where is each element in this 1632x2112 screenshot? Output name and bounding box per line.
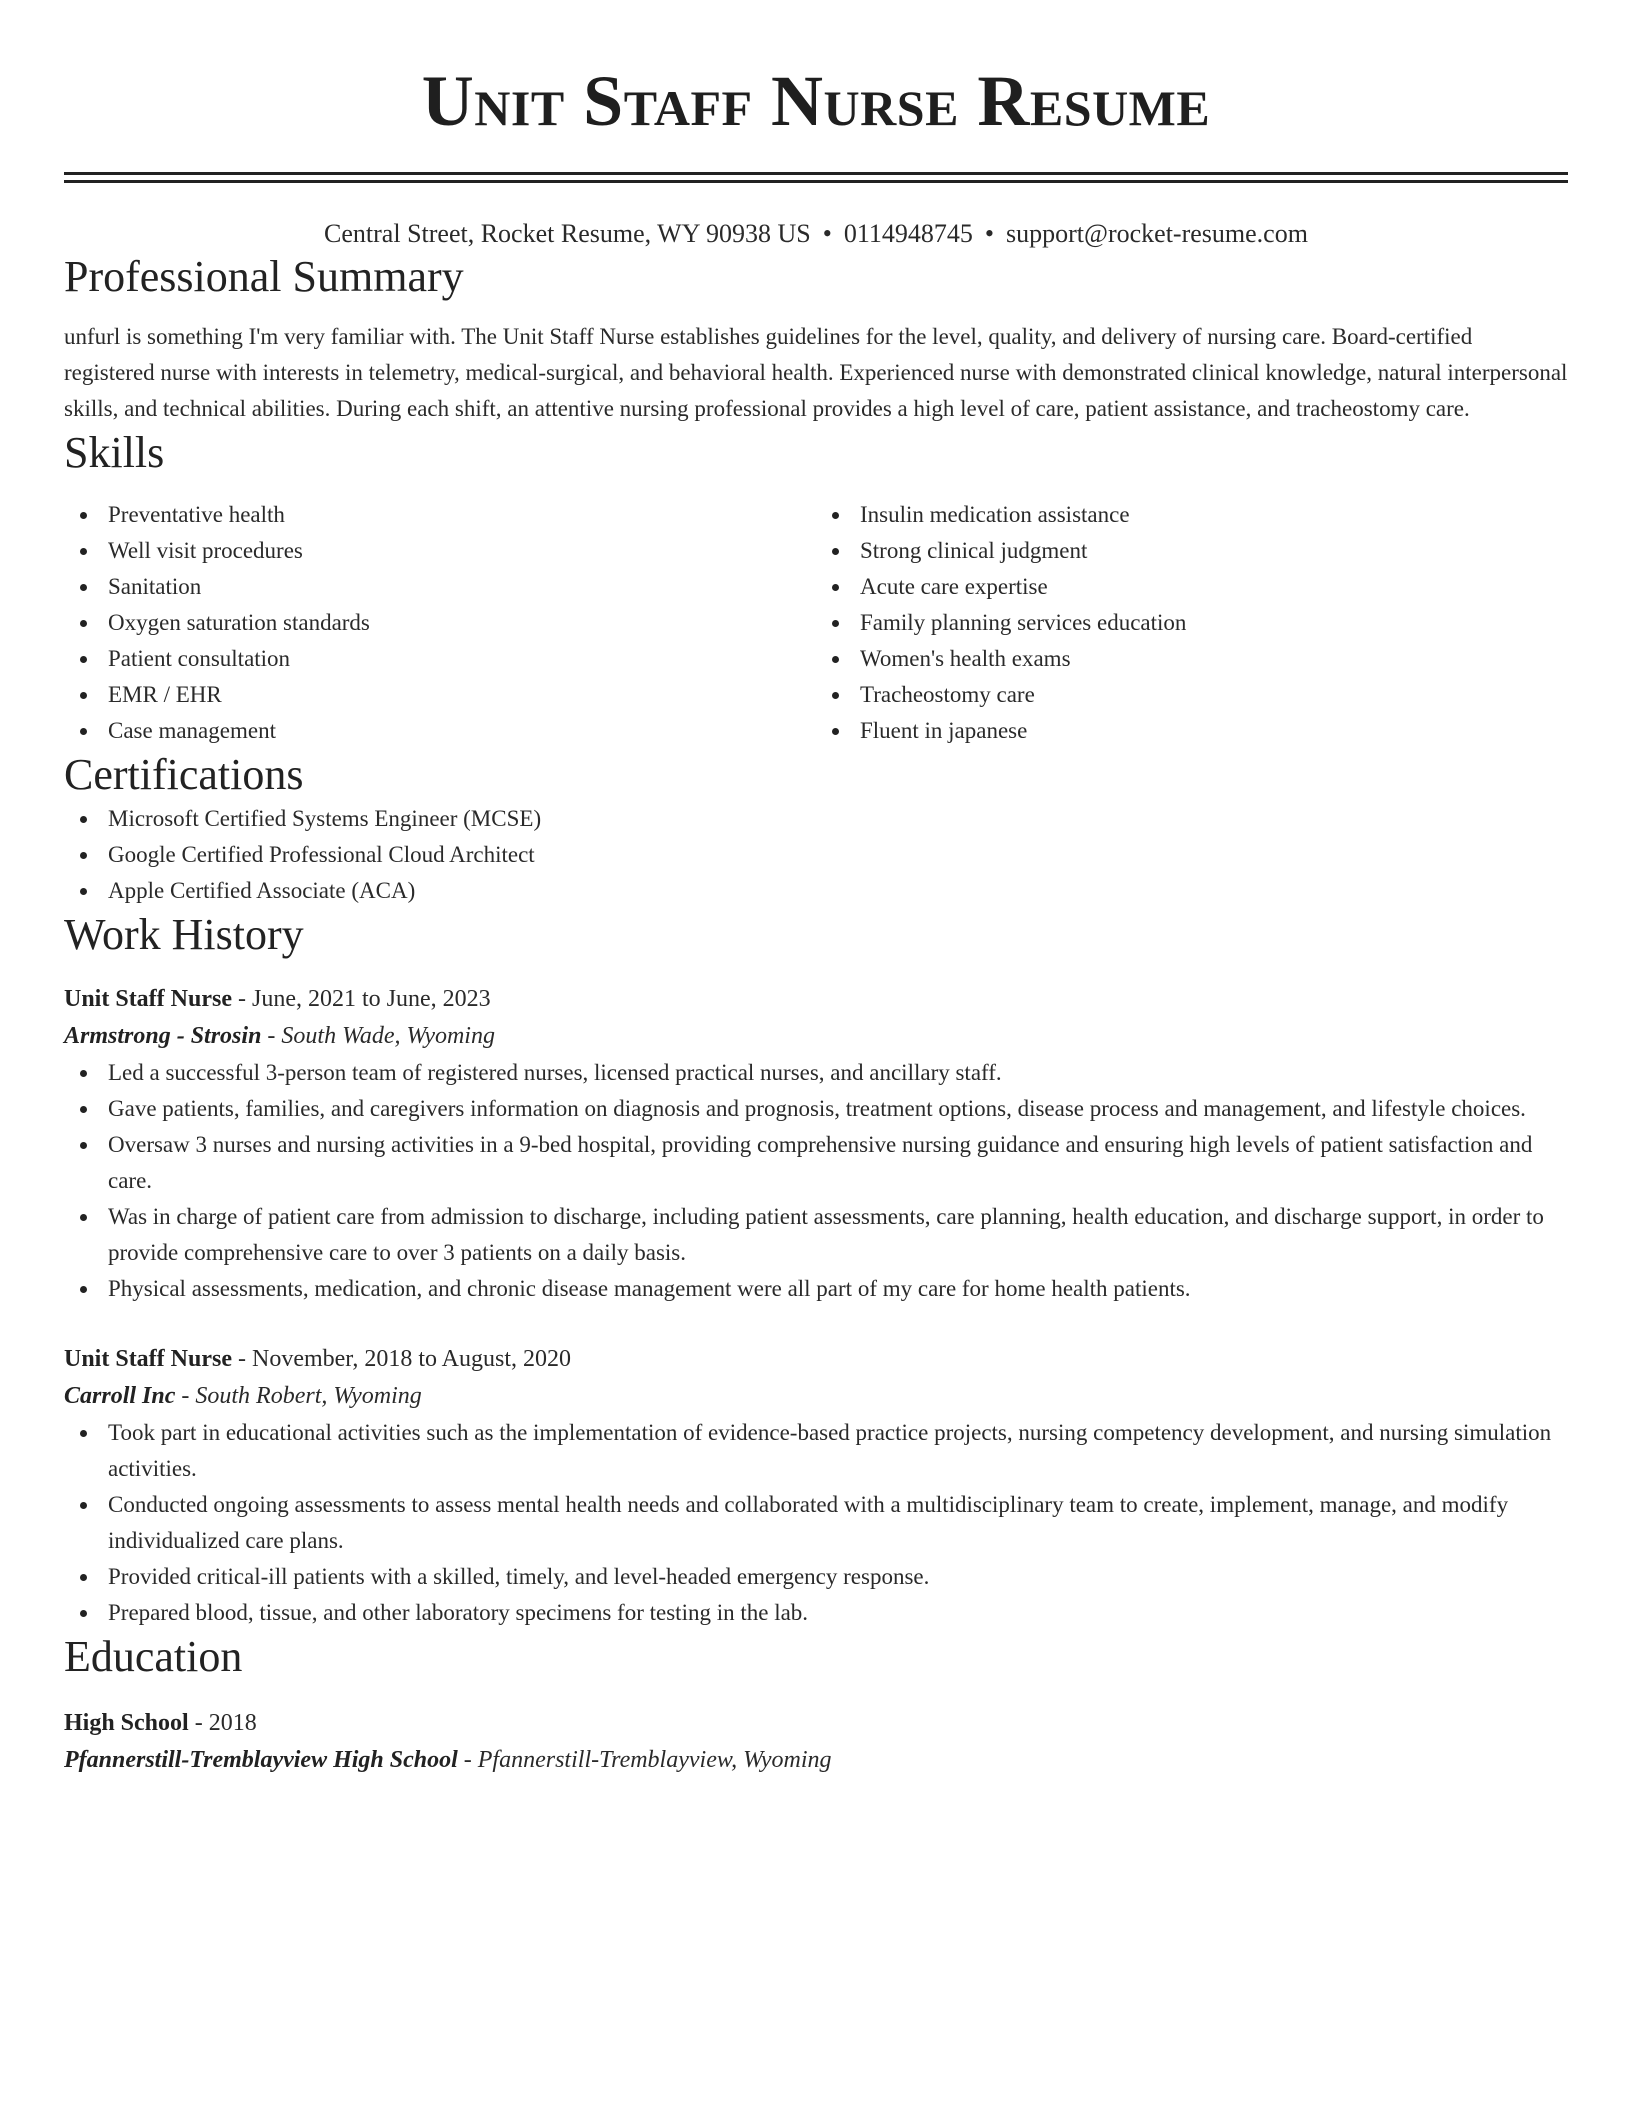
certifications-list [64,801,1568,909]
skill-item: EMR / EHR [64,677,816,713]
skills-heading: Skills [64,428,165,477]
summary-text: unfurl is something I'm very familiar with. The Unit Staff Nurse establishes guidelines for the level, quality, and delivery of nursing care. Board-certified registered nurse with interests in telemetry, medical-surgical, and behavioral health. Experienced nurse with demonstrated clinical knowledge, natural interpersonal skills, and technical abilities. During each shift, an attentive nursing professional provides a high level of care, patient assistance, and tracheostomy care. [64,324,1568,421]
skill-item: Oxygen saturation standards [64,605,816,641]
certification-item: Apple Certified Associate (ACA) [64,873,1568,909]
summary-heading: Professional Summary [64,252,464,301]
job-duty: Led a successful 3-person team of registered nurses, licensed practical nurses, and ancillary staff. [64,1055,1568,1091]
skill-item: Strong clinical judgment [816,533,1568,569]
job-entry [64,981,1568,1307]
job-employer-line [64,1378,1568,1415]
skill-item: Acute care expertise [816,569,1568,605]
skill-item: Case management [64,713,816,749]
job-duty: Physical assessments, medication, and chronic disease management were all part of my care for home health patients. [64,1271,1568,1307]
title-divider [64,172,1568,183]
certification-item: Google Certified Professional Cloud Architect [64,837,1568,873]
skill-item: Tracheostomy care [816,677,1568,713]
contact-separator: • [984,219,995,248]
job-title: Unit Staff Nurse [64,986,232,1012]
certification-item: Microsoft Certified Systems Engineer (MCSE) [64,801,1568,837]
contact-line [64,217,1568,251]
job-duty: Prepared blood, tissue, and other laboratory specimens for testing in the lab. [64,1595,1568,1631]
job-dates: - June, 2021 to June, 2023 [232,986,491,1012]
job-dates: - November, 2018 to August, 2020 [232,1346,572,1372]
skill-item: Family planning services education [816,605,1568,641]
job-duty: Gave patients, families, and caregivers information on diagnosis and prognosis, treatment options, disease process and management, and lifestyle choices. [64,1091,1568,1127]
job-location: - South Robert, Wyoming [175,1383,422,1409]
certifications-heading: Certifications [64,750,304,799]
education-school: Pfannerstill-Tremblayview High School [64,1747,458,1773]
skills-list-right [816,497,1568,749]
job-employer-line [64,1018,1568,1055]
resume-title: Unit Staff Nurse Resume [421,61,1211,141]
contact-phone: 0114948745 [843,219,973,248]
skills-grid [64,497,1568,749]
job-title-line [64,1341,1568,1378]
job-duty: Was in charge of patient care from admission to discharge, including patient assessments, care planning, health education, and discharge support, in order to provide comprehensive care to over 3 patients on a daily basis. [64,1199,1568,1271]
education-degree: High School [64,1710,189,1736]
skill-item: Well visit procedures [64,533,816,569]
job-title: Unit Staff Nurse [64,1346,232,1372]
job-duty: Took part in educational activities such as the implementation of evidence-based practice projects, nursing competency development, and nursing simulation activities. [64,1415,1568,1487]
education-location: - Pfannerstill-Tremblayview, Wyoming [457,1747,832,1773]
skill-item: Patient consultation [64,641,816,677]
skills-column-left [64,497,816,749]
skill-item: Insulin medication assistance [816,497,1568,533]
contact-email: support@rocket-resume.com [1006,219,1308,248]
skill-item: Fluent in japanese [816,713,1568,749]
skill-item: Sanitation [64,569,816,605]
job-employer: Armstrong - Strosin [64,1023,262,1049]
education-year: - 2018 [188,1710,257,1736]
job-duty: Provided critical-ill patients with a skilled, timely, and level-headed emergency response. [64,1559,1568,1595]
job-title-line [64,981,1568,1018]
education-school-line [64,1742,1568,1779]
education-entry [64,1705,1568,1779]
contact-address: Central Street, Rocket Resume, WY 90938 US [324,219,811,248]
job-duty: Oversaw 3 nurses and nursing activities in a 9-bed hospital, providing comprehensive nursing guidance and ensuring high levels of patient satisfaction and care. [64,1127,1568,1199]
education-degree-line [64,1705,1568,1742]
skills-column-right [816,497,1568,749]
skill-item: Women's health exams [816,641,1568,677]
contact-separator: • [822,219,832,248]
job-employer: Carroll Inc [64,1383,176,1409]
skill-item: Preventative health [64,497,816,533]
skills-list-left [64,497,816,749]
job-duty: Conducted ongoing assessments to assess mental health needs and collaborated with a multidisciplinary team to create, implement, manage, and modify individualized care plans. [64,1487,1568,1559]
job-duties-list [64,1415,1568,1631]
education-heading: Education [64,1632,243,1681]
job-location: - South Wade, Wyoming [261,1023,495,1049]
job-duties-list [64,1055,1568,1307]
work-history-heading: Work History [64,910,304,959]
job-entry [64,1341,1568,1631]
